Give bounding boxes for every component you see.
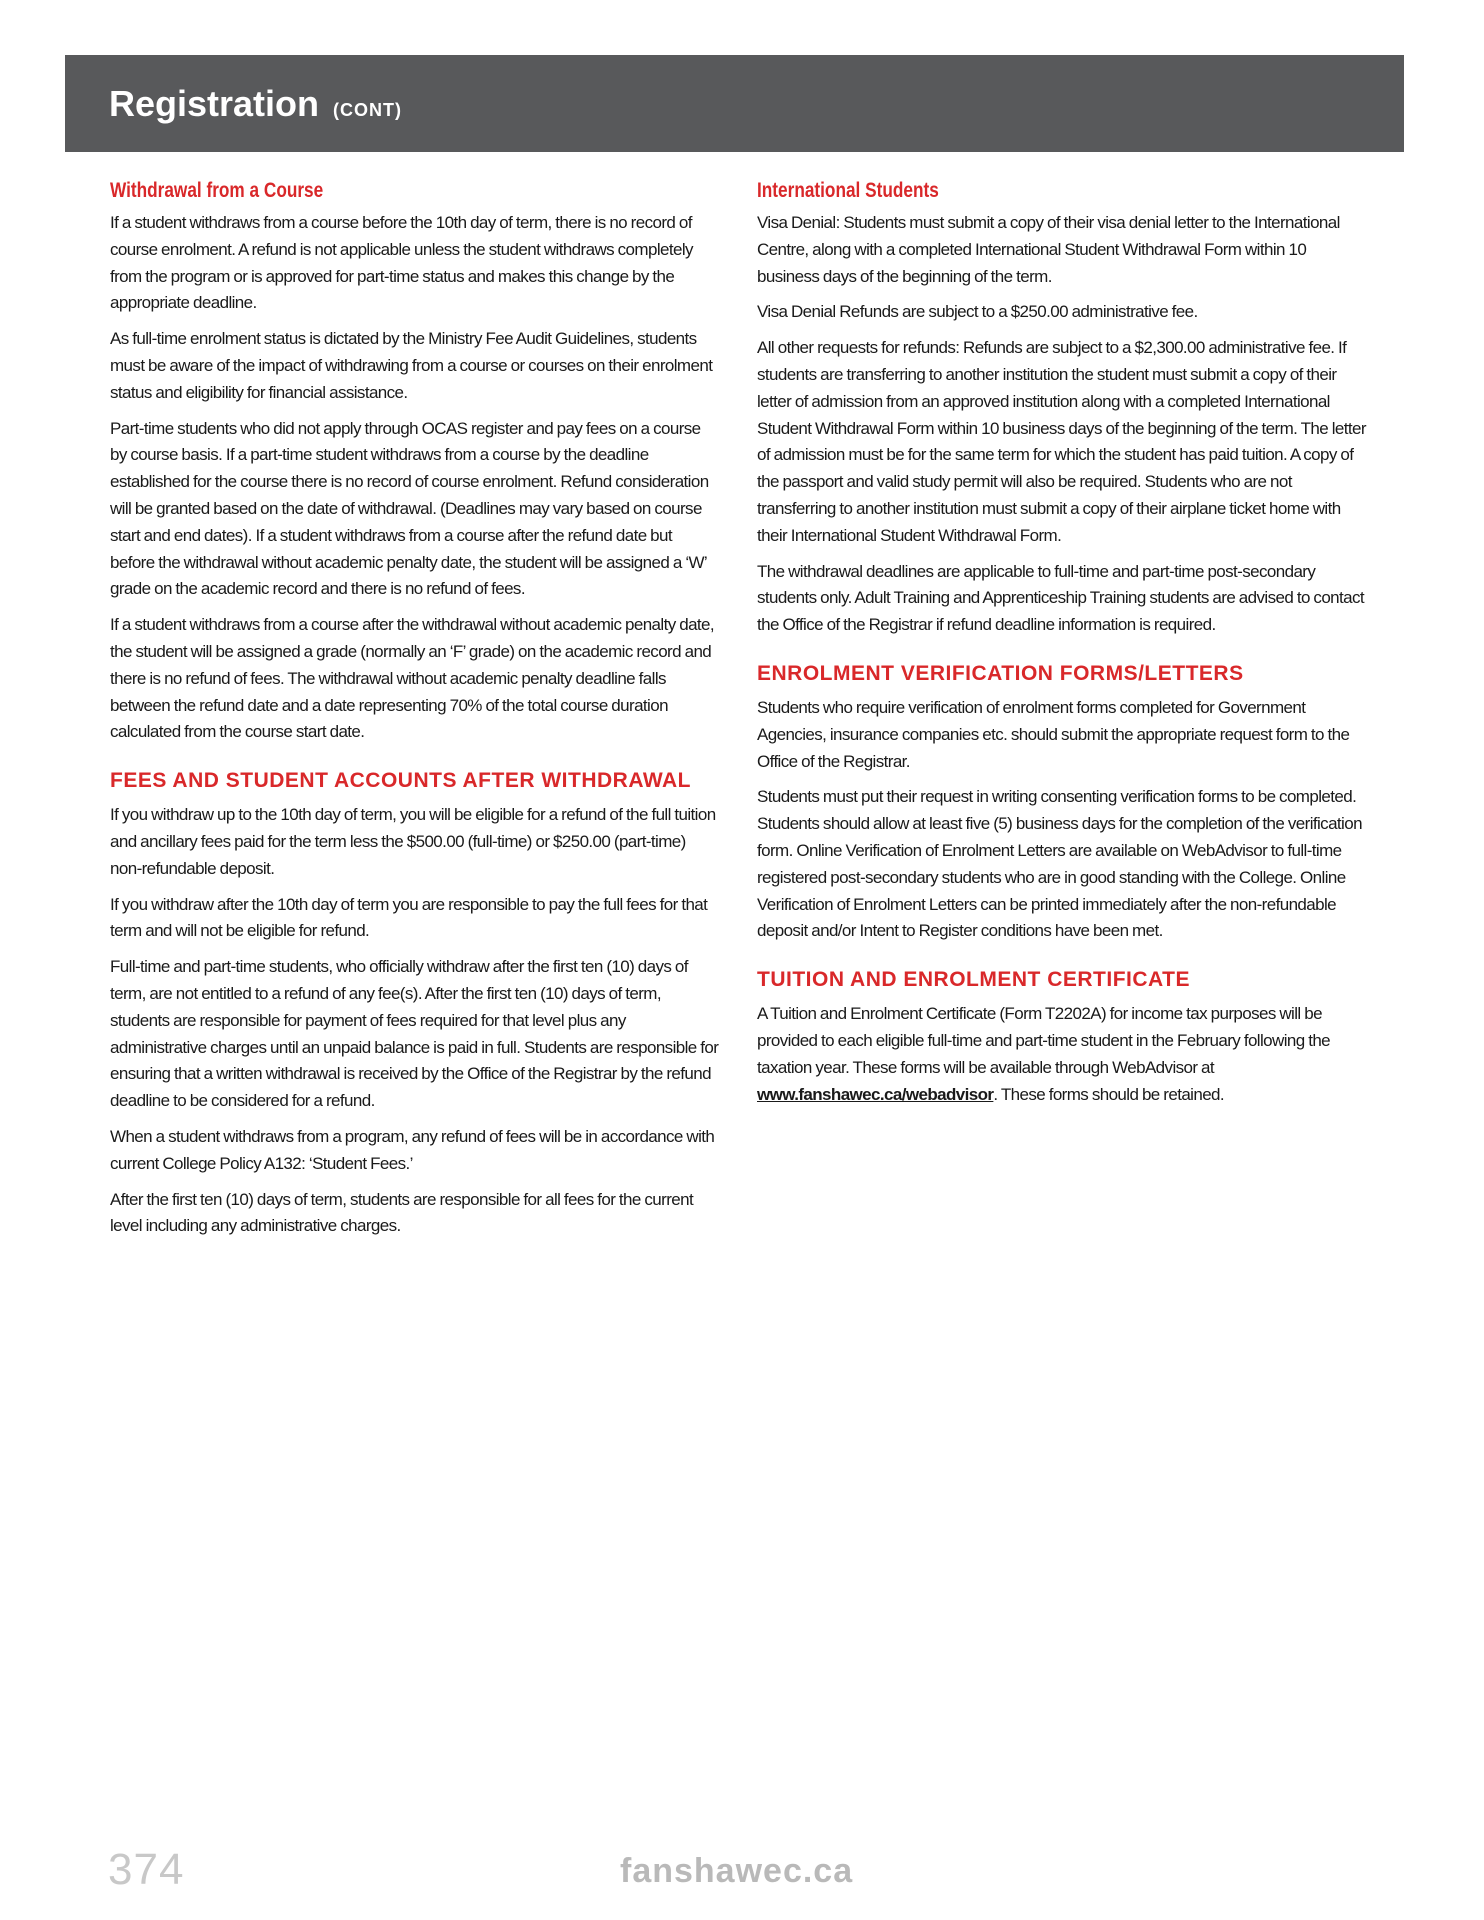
page-title-suffix: (CONT): [333, 100, 403, 120]
fees-paragraph: Full-time and part-time students, who officially withdraw after the first ten (10) days of term, are not entitled to a refund of any fee(s). After the first ten (10) days of term, students are responsible for payment of fees required for that level plus any administrative charges until an unpaid balance is paid in full. Students are responsible for ensuring that a written withdrawal is received by the Office of the Registrar by the refund deadline to be considered for a refund.: [110, 957, 719, 1111]
international-paragraph: Visa Denial Refunds are subject to a $250.00 administrative fee.: [757, 302, 1198, 322]
international-section: [757, 178, 1367, 639]
verification-heading: ENROLMENT VERIFICATION FORMS/LETTERS: [757, 661, 1244, 685]
international-paragraph: Visa Denial: Students must submit a copy of their visa denial letter to the International Centre, along with a completed International Student Withdrawal Form within 10 business days of the beginning of the term.: [757, 213, 1340, 286]
withdrawal-paragraph: As full-time enrolment status is dictated by the Ministry Fee Audit Guidelines, students must be aware of the impact of withdrawing from a course or courses on their enrolment status and eligibility for financial assistance.: [110, 329, 713, 402]
verification-paragraph: Students must put their request in writing consenting verification forms to be completed. Students should allow at least five (5) business days for the completion of the verification form. Online Verification of Enrolment Letters are available on WebAdvisor to full-time registered post-secondary students who are in good standing with the College. Online Verification of Enrolment Letters can be printed immediately after the non-refundable deposit and/or Intent to Register conditions have been met.: [757, 787, 1362, 941]
fees-paragraph: When a student withdraws from a program, any refund of fees will be in accordance with current College Policy A132: ‘Student Fees.’: [110, 1126, 715, 1173]
international-paragraph: The withdrawal deadlines are applicable to full-time and part-time post-secondary students only. Adult Training and Apprenticeship Training students are advised to contact the Office of the Registrar if refund deadline information is required.: [757, 561, 1365, 635]
left-column: [110, 178, 720, 1249]
tuition-text: A Tuition and Enrolment Certificate (Form T2202A) for income tax purposes will be provided to each eligible full-time and part-time student in the February following the taxation year. These forms will be available through WebAdvisor at: [757, 1004, 1331, 1077]
verification-paragraph: Students who require verification of enrolment forms completed for Government Agencies, insurance companies etc. should submit the appropriate request form to the Office of the Registrar.: [757, 697, 1350, 771]
page-number: 374: [108, 1845, 185, 1894]
withdrawal-heading: Withdrawal from a Course: [110, 179, 324, 202]
page-title: [109, 82, 402, 132]
withdrawal-paragraph: If a student withdraws from a course before the 10th day of term, there is no record of course enrolment. A refund is not applicable unless the student withdraws completely from the program or is approved for part-time status and makes this change by the appropriate deadline.: [110, 213, 693, 313]
withdrawal-paragraph: Part-time students who did not apply through OCAS register and pay fees on a course by course basis. If a part-time student withdraws from a course by the deadline established for the course there is no record of course enrolment. Refund consideration will be granted based on the date of withdrawal. (Deadlines may vary based on course start and end dates). If a student withdraws from a course after the refund date but before the withdrawal without academic penalty date, the student will be assigned a ‘W’ grade on the academic record and there is no refund of fees.: [110, 418, 709, 599]
international-paragraph: All other requests for refunds: Refunds are subject to a $2,300.00 administrative fee. If students are transferring to another institution the student must submit a copy of their letter of admission from an approved institution along with a completed International Student Withdrawal Form within 10 business days of the beginning of the term. The letter of admission must be for the same term for which the student has paid tuition. A copy of the passport and valid study permit will also be required. Students who are not transferring to another institution must submit a copy of their airplane ticket home with their International Student Withdrawal Form.: [757, 338, 1366, 545]
international-heading: International Students: [757, 179, 939, 202]
fees-section: [110, 768, 720, 1240]
fees-heading: FEES AND STUDENT ACCOUNTS AFTER WITHDRAWAL: [110, 769, 691, 793]
fees-paragraph: After the first ten (10) days of term, students are responsible for all fees for the current level including any administrative charges.: [110, 1189, 694, 1236]
fees-paragraph: If you withdraw up to the 10th day of term, you will be eligible for a refund of the full tuition and ancillary fees paid for the term less the $500.00 (full-time) or $250.00 (part-time) non-refundable deposit.: [110, 805, 716, 878]
tuition-paragraph: [757, 1001, 1367, 1108]
webadvisor-link[interactable]: www.fanshawec.ca/webadvisor: [757, 1084, 994, 1104]
tuition-heading: TUITION AND ENROLMENT CERTIFICATE: [757, 968, 1190, 992]
verification-section: [757, 661, 1367, 945]
withdrawal-section: [110, 178, 720, 746]
tuition-section: [757, 967, 1367, 1108]
page-title-text: Registration: [109, 83, 320, 124]
tuition-text-end: . These forms should be retained.: [993, 1084, 1225, 1104]
withdrawal-paragraph: If a student withdraws from a course after the withdrawal without academic penalty date, the student will be assigned a grade (normally an ‘F’ grade) on the academic record and there is no refund of fees. The withdrawal without academic penalty deadline falls between the refund date and a date representing 70% of the total course duration calculated from the course start date.: [110, 615, 715, 742]
footer-site: fanshawec.ca: [620, 1852, 854, 1890]
right-column: [757, 178, 1367, 1117]
header-band: [65, 55, 1404, 152]
fees-paragraph: If you withdraw after the 10th day of term you are responsible to pay the full fees for that term and will not be eligible for refund.: [110, 894, 708, 941]
